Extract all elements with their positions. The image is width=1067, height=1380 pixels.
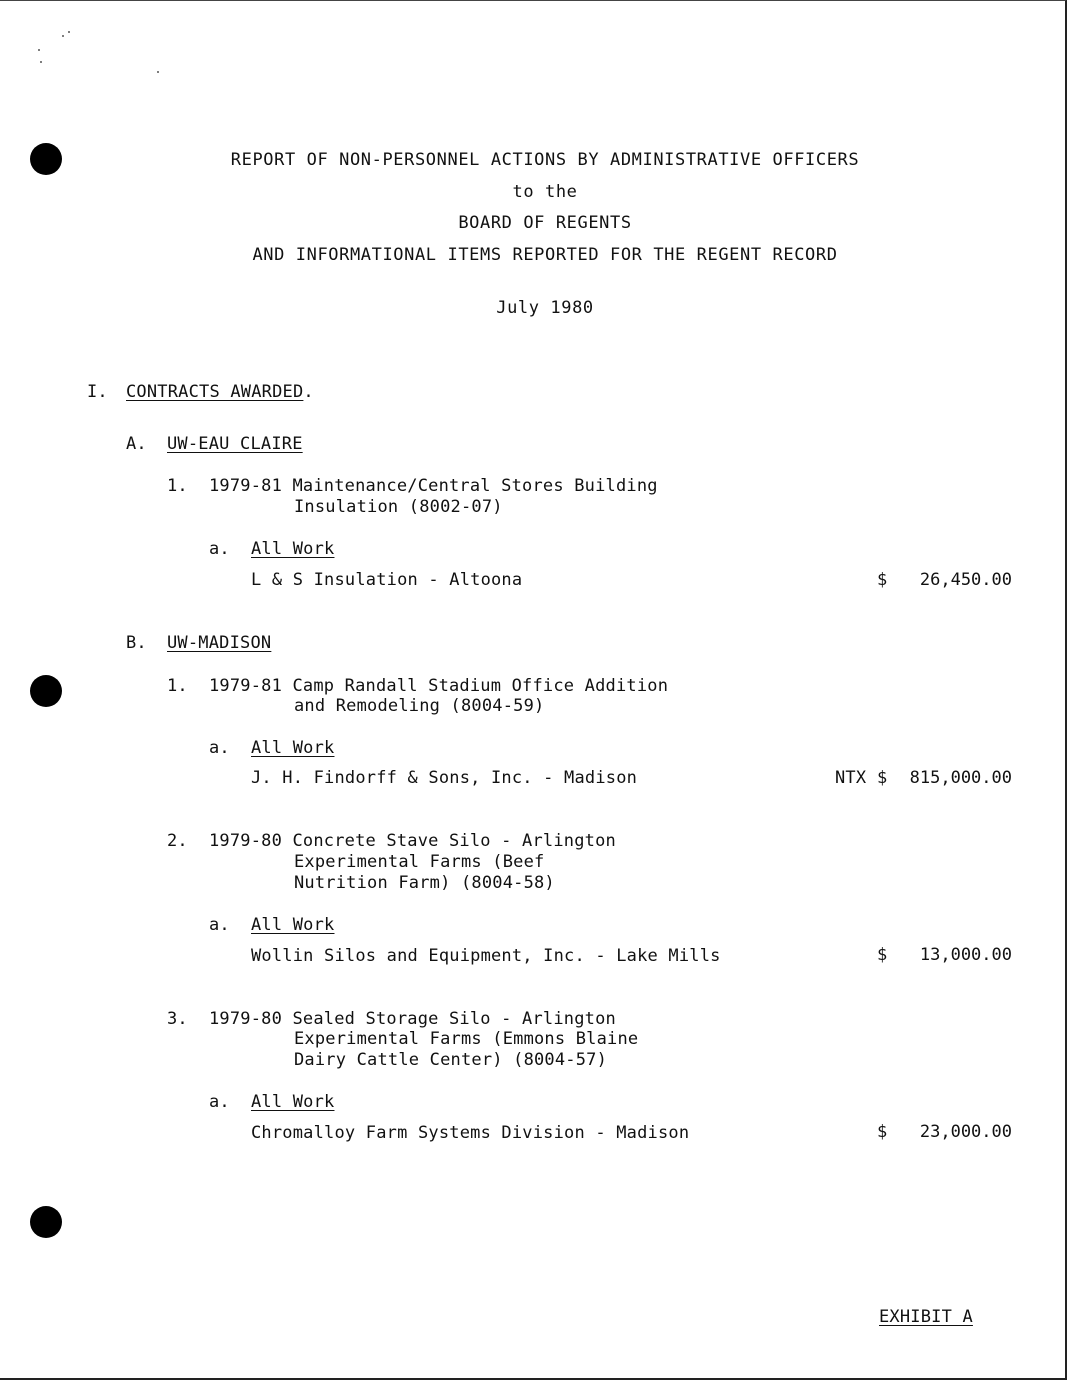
item-number: 1. [167, 676, 188, 696]
item-description-line-2: Experimental Farms (Emmons Blaine [294, 1029, 639, 1049]
contractor-name: Chromalloy Farm Systems Division - Madison [251, 1123, 690, 1143]
item-description-line-1: 1979-81 Maintenance/Central Stores Building [209, 476, 658, 496]
contract-amount: 815,000.00 [909, 768, 1012, 788]
subsection-name: UW-EAU CLAIRE [167, 434, 303, 454]
section-title [126, 382, 314, 402]
work-label: All Work [251, 915, 335, 935]
subsection-name: UW-MADISON [167, 633, 272, 653]
report-title-line-2: to the [512, 182, 578, 202]
section-title-period: . [303, 382, 314, 402]
item-number: 3. [167, 1009, 188, 1029]
currency-symbol: $ [877, 945, 888, 965]
punch-hole-bottom [30, 1206, 62, 1238]
subsection-letter: A. [126, 434, 147, 454]
scan-speck [62, 35, 64, 37]
item-number: 2. [167, 831, 188, 851]
currency-symbol: $ [877, 768, 888, 788]
item-number: 1. [167, 476, 188, 496]
item-description-line-1: 1979-80 Concrete Stave Silo - Arlington [209, 831, 616, 851]
item-description-line-1: 1979-81 Camp Randall Stadium Office Addition [209, 676, 669, 696]
item-description-line-2: Experimental Farms (Beef [294, 852, 545, 872]
scan-speck [38, 49, 40, 51]
report-title-line-3: BOARD OF REGENTS [458, 213, 632, 233]
work-letter: a. [209, 738, 230, 758]
work-letter: a. [209, 915, 230, 935]
contractor-name: L & S Insulation - Altoona [251, 570, 523, 590]
work-label: All Work [251, 738, 335, 758]
work-label: All Work [251, 1092, 335, 1112]
item-description-line-3: Dairy Cattle Center) (8004-57) [294, 1050, 608, 1070]
contract-amount: 23,000.00 [919, 1122, 1012, 1142]
scan-speck [157, 71, 159, 73]
exhibit-label: EXHIBIT A [879, 1307, 973, 1327]
scan-speck [68, 31, 70, 33]
contract-amount: 13,000.00 [919, 945, 1012, 965]
item-description-line-3: Nutrition Farm) (8004-58) [294, 873, 555, 893]
subsection-letter: B. [126, 633, 147, 653]
currency-symbol: $ [877, 1122, 888, 1142]
section-numeral: I. [87, 382, 108, 402]
currency-symbol: $ [877, 570, 888, 590]
report-date: July 1980 [496, 298, 594, 318]
work-label: All Work [251, 539, 335, 559]
contractor-name: J. H. Findorff & Sons, Inc. - Madison [251, 768, 638, 788]
work-letter: a. [209, 539, 230, 559]
contract-amount: 26,450.00 [919, 570, 1012, 590]
section-title-text: CONTRACTS AWARDED [126, 382, 304, 402]
scan-speck [40, 61, 42, 63]
punch-hole-middle [30, 675, 62, 707]
work-letter: a. [209, 1092, 230, 1112]
report-title-line-4: AND INFORMATIONAL ITEMS REPORTED FOR THE REGENT RECORD [252, 245, 838, 265]
item-description-line-2: Insulation (8002-07) [294, 497, 503, 517]
contractor-name: Wollin Silos and Equipment, Inc. - Lake Mills [251, 946, 721, 966]
item-description-line-1: 1979-80 Sealed Storage Silo - Arlington [209, 1009, 616, 1029]
item-description-line-2: and Remodeling (8004-59) [294, 696, 545, 716]
amount-prefix: NTX [835, 768, 867, 788]
report-title-line-1: REPORT OF NON-PERSONNEL ACTIONS BY ADMINISTRATIVE OFFICERS [230, 150, 860, 170]
